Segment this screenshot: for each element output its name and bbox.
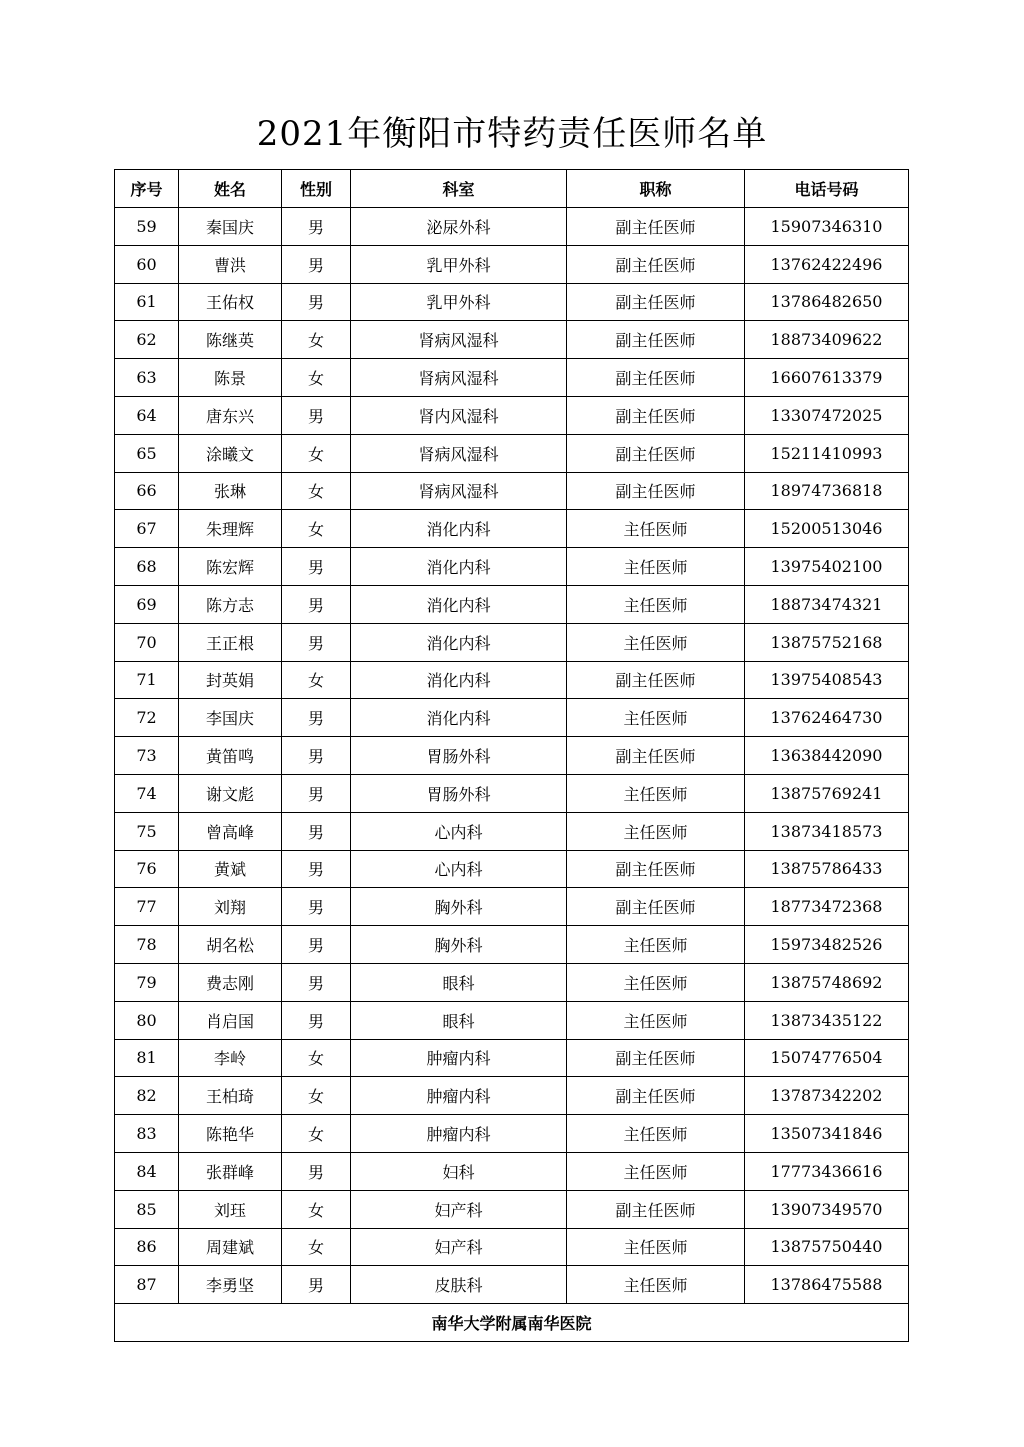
- cell-job-title: 副主任医师: [567, 434, 745, 472]
- cell-job-title: 副主任医师: [567, 850, 745, 888]
- table-row: [115, 1152, 909, 1190]
- cell-job-title: 主任医师: [567, 623, 745, 661]
- cell-phone: 13875786433: [745, 850, 909, 888]
- table-row: [115, 1077, 909, 1115]
- cell-gender: 男: [282, 245, 351, 283]
- table-row: [115, 737, 909, 775]
- cell-phone: 13873435122: [745, 1001, 909, 1039]
- cell-phone: 13507341846: [745, 1115, 909, 1153]
- cell-serial-number: 70: [115, 623, 179, 661]
- cell-serial-number: 71: [115, 661, 179, 699]
- cell-name: 李勇坚: [179, 1266, 282, 1304]
- cell-gender: 女: [282, 510, 351, 548]
- table-footer-row: [115, 1304, 909, 1342]
- cell-phone: 13762422496: [745, 245, 909, 283]
- cell-gender: 女: [282, 1228, 351, 1266]
- cell-serial-number: 61: [115, 283, 179, 321]
- cell-name: 陈继英: [179, 321, 282, 359]
- cell-serial-number: 85: [115, 1190, 179, 1228]
- cell-serial-number: 68: [115, 548, 179, 586]
- cell-gender: 女: [282, 472, 351, 510]
- cell-department: 肾病风湿科: [351, 321, 567, 359]
- cell-name: 唐东兴: [179, 396, 282, 434]
- table-row: [115, 623, 909, 661]
- cell-job-title: 主任医师: [567, 1266, 745, 1304]
- cell-serial-number: 66: [115, 472, 179, 510]
- header-serial-number: 序号: [115, 170, 179, 208]
- cell-phone: 18974736818: [745, 472, 909, 510]
- table-row: [115, 812, 909, 850]
- cell-phone: 18773472368: [745, 888, 909, 926]
- cell-job-title: 主任医师: [567, 1115, 745, 1153]
- cell-gender: 男: [282, 623, 351, 661]
- cell-name: 曹洪: [179, 245, 282, 283]
- cell-job-title: 副主任医师: [567, 661, 745, 699]
- table-row: [115, 472, 909, 510]
- cell-department: 眼科: [351, 963, 567, 1001]
- cell-gender: 女: [282, 1039, 351, 1077]
- table-header-row: [115, 170, 909, 208]
- cell-department: 肾病风湿科: [351, 359, 567, 397]
- table-row: [115, 699, 909, 737]
- cell-gender: 女: [282, 359, 351, 397]
- cell-gender: 男: [282, 699, 351, 737]
- cell-gender: 女: [282, 661, 351, 699]
- cell-department: 消化内科: [351, 699, 567, 737]
- header-gender: 性别: [282, 170, 351, 208]
- cell-department: 胃肠外科: [351, 737, 567, 775]
- cell-department: 肿瘤内科: [351, 1077, 567, 1115]
- cell-phone: 13975402100: [745, 548, 909, 586]
- cell-name: 肖启国: [179, 1001, 282, 1039]
- cell-gender: 男: [282, 737, 351, 775]
- cell-department: 肿瘤内科: [351, 1039, 567, 1077]
- cell-gender: 女: [282, 1190, 351, 1228]
- cell-name: 刘珏: [179, 1190, 282, 1228]
- cell-gender: 男: [282, 963, 351, 1001]
- cell-department: 妇科: [351, 1152, 567, 1190]
- cell-job-title: 主任医师: [567, 774, 745, 812]
- doctor-roster-table: [114, 169, 909, 1342]
- cell-gender: 男: [282, 926, 351, 964]
- cell-name: 陈艳华: [179, 1115, 282, 1153]
- cell-department: 胸外科: [351, 888, 567, 926]
- cell-serial-number: 63: [115, 359, 179, 397]
- cell-phone: 15211410993: [745, 434, 909, 472]
- cell-name: 张琳: [179, 472, 282, 510]
- cell-name: 费志刚: [179, 963, 282, 1001]
- cell-job-title: 副主任医师: [567, 283, 745, 321]
- cell-serial-number: 72: [115, 699, 179, 737]
- cell-gender: 女: [282, 1115, 351, 1153]
- cell-name: 朱理辉: [179, 510, 282, 548]
- cell-serial-number: 67: [115, 510, 179, 548]
- cell-gender: 男: [282, 548, 351, 586]
- cell-serial-number: 64: [115, 396, 179, 434]
- cell-serial-number: 82: [115, 1077, 179, 1115]
- cell-serial-number: 78: [115, 926, 179, 964]
- table-row: [115, 888, 909, 926]
- cell-phone: 15973482526: [745, 926, 909, 964]
- cell-phone: 13786482650: [745, 283, 909, 321]
- cell-phone: 13762464730: [745, 699, 909, 737]
- cell-serial-number: 81: [115, 1039, 179, 1077]
- cell-department: 胃肠外科: [351, 774, 567, 812]
- cell-job-title: 副主任医师: [567, 245, 745, 283]
- cell-department: 乳甲外科: [351, 283, 567, 321]
- cell-department: 肿瘤内科: [351, 1115, 567, 1153]
- table-row: [115, 208, 909, 246]
- cell-serial-number: 69: [115, 585, 179, 623]
- cell-job-title: 副主任医师: [567, 321, 745, 359]
- header-job-title: 职称: [567, 170, 745, 208]
- cell-phone: 13907349570: [745, 1190, 909, 1228]
- cell-gender: 女: [282, 321, 351, 359]
- cell-gender: 女: [282, 434, 351, 472]
- cell-phone: 15200513046: [745, 510, 909, 548]
- cell-gender: 男: [282, 774, 351, 812]
- cell-serial-number: 80: [115, 1001, 179, 1039]
- cell-job-title: 主任医师: [567, 548, 745, 586]
- cell-job-title: 主任医师: [567, 926, 745, 964]
- hospital-name: 南华大学附属南华医院: [115, 1304, 909, 1342]
- table-row: [115, 1228, 909, 1266]
- cell-job-title: 副主任医师: [567, 472, 745, 510]
- cell-department: 心内科: [351, 812, 567, 850]
- cell-gender: 女: [282, 1077, 351, 1115]
- cell-job-title: 主任医师: [567, 1001, 745, 1039]
- cell-job-title: 主任医师: [567, 1152, 745, 1190]
- cell-serial-number: 73: [115, 737, 179, 775]
- cell-name: 封英娟: [179, 661, 282, 699]
- cell-name: 黄笛鸣: [179, 737, 282, 775]
- cell-serial-number: 75: [115, 812, 179, 850]
- cell-serial-number: 59: [115, 208, 179, 246]
- cell-gender: 男: [282, 888, 351, 926]
- table-row: [115, 396, 909, 434]
- table-row: [115, 774, 909, 812]
- cell-department: 肾内风湿科: [351, 396, 567, 434]
- cell-department: 消化内科: [351, 510, 567, 548]
- cell-serial-number: 74: [115, 774, 179, 812]
- table-body: [115, 208, 909, 1304]
- header-name: 姓名: [179, 170, 282, 208]
- table-row: [115, 1190, 909, 1228]
- cell-job-title: 副主任医师: [567, 1077, 745, 1115]
- cell-name: 曾高峰: [179, 812, 282, 850]
- cell-name: 谢文彪: [179, 774, 282, 812]
- cell-gender: 男: [282, 1266, 351, 1304]
- cell-department: 眼科: [351, 1001, 567, 1039]
- table-row: [115, 245, 909, 283]
- cell-gender: 男: [282, 1001, 351, 1039]
- cell-name: 陈宏辉: [179, 548, 282, 586]
- table-row: [115, 1001, 909, 1039]
- cell-phone: 18873474321: [745, 585, 909, 623]
- cell-phone: 13638442090: [745, 737, 909, 775]
- cell-serial-number: 83: [115, 1115, 179, 1153]
- table-row: [115, 585, 909, 623]
- cell-department: 妇产科: [351, 1228, 567, 1266]
- cell-name: 秦国庆: [179, 208, 282, 246]
- cell-gender: 男: [282, 1152, 351, 1190]
- cell-job-title: 主任医师: [567, 812, 745, 850]
- cell-phone: 13875750440: [745, 1228, 909, 1266]
- cell-serial-number: 79: [115, 963, 179, 1001]
- cell-department: 泌尿外科: [351, 208, 567, 246]
- header-department: 科室: [351, 170, 567, 208]
- cell-phone: 17773436616: [745, 1152, 909, 1190]
- cell-gender: 男: [282, 812, 351, 850]
- cell-department: 消化内科: [351, 548, 567, 586]
- cell-gender: 男: [282, 585, 351, 623]
- cell-job-title: 主任医师: [567, 585, 745, 623]
- cell-gender: 男: [282, 283, 351, 321]
- cell-phone: 13786475588: [745, 1266, 909, 1304]
- cell-job-title: 副主任医师: [567, 888, 745, 926]
- cell-gender: 男: [282, 850, 351, 888]
- cell-serial-number: 86: [115, 1228, 179, 1266]
- page-title: 2021年衡阳市特药责任医师名单: [256, 114, 768, 154]
- table-row: [115, 926, 909, 964]
- cell-phone: 15074776504: [745, 1039, 909, 1077]
- cell-job-title: 主任医师: [567, 699, 745, 737]
- cell-job-title: 副主任医师: [567, 1039, 745, 1077]
- cell-serial-number: 87: [115, 1266, 179, 1304]
- cell-serial-number: 84: [115, 1152, 179, 1190]
- table-row: [115, 434, 909, 472]
- cell-name: 张群峰: [179, 1152, 282, 1190]
- cell-serial-number: 62: [115, 321, 179, 359]
- cell-job-title: 副主任医师: [567, 1190, 745, 1228]
- cell-department: 妇产科: [351, 1190, 567, 1228]
- table-row: [115, 359, 909, 397]
- table-row: [115, 850, 909, 888]
- cell-phone: 13873418573: [745, 812, 909, 850]
- cell-name: 王正根: [179, 623, 282, 661]
- cell-name: 黄斌: [179, 850, 282, 888]
- table-row: [115, 321, 909, 359]
- cell-department: 乳甲外科: [351, 245, 567, 283]
- cell-serial-number: 60: [115, 245, 179, 283]
- cell-gender: 男: [282, 208, 351, 246]
- cell-name: 王佑权: [179, 283, 282, 321]
- table-row: [115, 1039, 909, 1077]
- table-row: [115, 1266, 909, 1304]
- cell-name: 涂曦文: [179, 434, 282, 472]
- cell-phone: 16607613379: [745, 359, 909, 397]
- cell-name: 陈方志: [179, 585, 282, 623]
- table-row: [115, 548, 909, 586]
- cell-phone: 15907346310: [745, 208, 909, 246]
- table-row: [115, 963, 909, 1001]
- cell-job-title: 副主任医师: [567, 208, 745, 246]
- table-row: [115, 510, 909, 548]
- cell-job-title: 副主任医师: [567, 396, 745, 434]
- cell-name: 李岭: [179, 1039, 282, 1077]
- cell-serial-number: 77: [115, 888, 179, 926]
- cell-job-title: 副主任医师: [567, 737, 745, 775]
- cell-department: 胸外科: [351, 926, 567, 964]
- cell-phone: 18873409622: [745, 321, 909, 359]
- cell-name: 李国庆: [179, 699, 282, 737]
- cell-phone: 13787342202: [745, 1077, 909, 1115]
- cell-name: 胡名松: [179, 926, 282, 964]
- cell-name: 王柏琦: [179, 1077, 282, 1115]
- cell-job-title: 主任医师: [567, 510, 745, 548]
- cell-department: 消化内科: [351, 585, 567, 623]
- cell-phone: 13307472025: [745, 396, 909, 434]
- cell-phone: 13875752168: [745, 623, 909, 661]
- cell-serial-number: 65: [115, 434, 179, 472]
- cell-department: 消化内科: [351, 623, 567, 661]
- cell-gender: 男: [282, 396, 351, 434]
- cell-department: 消化内科: [351, 661, 567, 699]
- table-row: [115, 283, 909, 321]
- header-phone: 电话号码: [745, 170, 909, 208]
- cell-phone: 13875769241: [745, 774, 909, 812]
- cell-department: 皮肤科: [351, 1266, 567, 1304]
- cell-job-title: 副主任医师: [567, 359, 745, 397]
- cell-name: 陈景: [179, 359, 282, 397]
- cell-department: 肾病风湿科: [351, 434, 567, 472]
- cell-phone: 13975408543: [745, 661, 909, 699]
- cell-job-title: 主任医师: [567, 1228, 745, 1266]
- cell-department: 心内科: [351, 850, 567, 888]
- cell-phone: 13875748692: [745, 963, 909, 1001]
- cell-name: 周建斌: [179, 1228, 282, 1266]
- table-row: [115, 1115, 909, 1153]
- cell-serial-number: 76: [115, 850, 179, 888]
- table-row: [115, 661, 909, 699]
- cell-job-title: 主任医师: [567, 963, 745, 1001]
- cell-name: 刘翔: [179, 888, 282, 926]
- cell-department: 肾病风湿科: [351, 472, 567, 510]
